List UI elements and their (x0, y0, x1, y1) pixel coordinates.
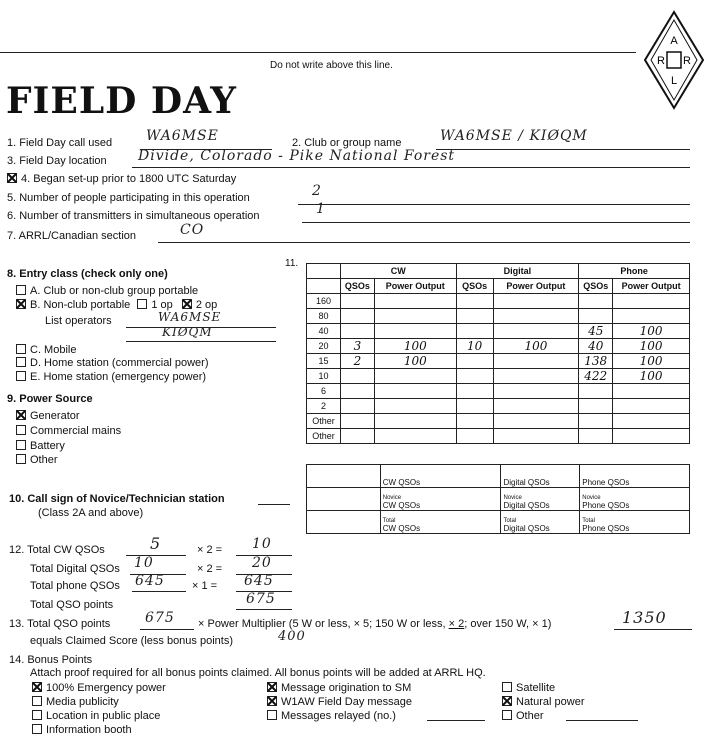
band-subheader (307, 279, 341, 294)
do-not-write-notice: Do not write above this line. (270, 60, 393, 71)
q4-checkbox[interactable] (7, 173, 17, 183)
phone-power-cell[interactable] (613, 414, 690, 429)
bonus-media-checkbox[interactable] (32, 696, 42, 706)
q3-value[interactable]: Divide, Colorado - Pike National Forest (138, 148, 456, 164)
band-row (307, 399, 690, 414)
phone-qsos-cell[interactable] (579, 429, 613, 444)
q12-digital-mult: × 2 = (197, 563, 223, 575)
q13-value[interactable]: 675 (145, 610, 175, 626)
cw-qsos-cell[interactable] (340, 384, 374, 399)
q8-option-c[interactable] (16, 344, 76, 356)
novice-tag: Novice (503, 495, 522, 501)
digital-power-cell[interactable] (493, 399, 579, 414)
q8-c-label: C. Mobile (30, 344, 77, 356)
band-row (307, 294, 690, 309)
q2-value[interactable]: WA6MSE / KIØQM (440, 128, 588, 144)
q12-phone-points[interactable]: 645 (244, 573, 274, 589)
digital-qsos-cell[interactable] (456, 294, 493, 309)
cw-group-header: CW (340, 264, 456, 279)
q8-operator-2[interactable]: KIØQM (162, 325, 213, 339)
band-row (307, 414, 690, 429)
q12-cw-points[interactable]: 10 (252, 536, 272, 552)
cw-qsos-cell[interactable] (340, 309, 374, 324)
q8-op2-underline (126, 341, 276, 342)
digital-qsos-header: QSOs (456, 279, 493, 294)
bonus-other[interactable] (502, 710, 544, 722)
band-label: 40 (307, 324, 341, 339)
q12-phone-mult: × 1 = (192, 580, 218, 592)
cw-qsos-cell[interactable]: 2 (340, 354, 374, 369)
q9-mains-label: Commercial mains (30, 425, 122, 437)
bonus-media-label: Media publicity (46, 696, 119, 708)
digital-power-cell[interactable] (493, 324, 579, 339)
bonus-natural[interactable] (502, 696, 584, 708)
summary-blank-1 (307, 465, 381, 488)
digital-group-header: Digital (456, 264, 579, 279)
q1-value[interactable]: WA6MSE (146, 128, 219, 144)
summary-novice-digital[interactable] (501, 488, 580, 511)
q12-phone-label: Total phone QSOs (30, 580, 120, 592)
phone-qsos-cell[interactable]: 45 (579, 324, 613, 339)
q12-phone-underline (132, 591, 186, 592)
page-title: FIELD DAY (6, 80, 237, 122)
q10-sub: (Class 2A and above) (38, 507, 144, 519)
cw-power-cell[interactable]: 100 (374, 339, 456, 354)
digital-power-cell[interactable] (493, 384, 579, 399)
q8-list-operators-label: List operators (45, 315, 112, 327)
q8-b-checkbox[interactable] (16, 299, 26, 309)
digital-qsos-cell[interactable] (456, 414, 493, 429)
q10-label: 10. Call sign of Novice/Technician station (9, 493, 225, 505)
summary-phone[interactable] (580, 465, 690, 488)
digital-power-cell[interactable] (493, 429, 579, 444)
q9-battery[interactable] (16, 440, 65, 452)
bonus-public-checkbox[interactable] (32, 710, 42, 720)
q13-mult-selected: × 2 (448, 618, 465, 630)
phone-qsos-cell[interactable]: 138 (579, 354, 613, 369)
bonus-w1aw-checkbox[interactable] (267, 696, 277, 706)
q13-mult-text: × Power Multiplier (5 W or less, × 5; 150 W or less, (198, 618, 446, 630)
phone-power-cell[interactable] (613, 429, 690, 444)
digital-power-header: Power Output (493, 279, 579, 294)
q12-cw-label: 12. Total CW QSOs (9, 544, 105, 556)
bonus-public-label: Location in public place (46, 710, 161, 722)
q8-1op-label: 1 op (151, 299, 173, 311)
q7-label: 7. ARRL/Canadian section (7, 230, 137, 242)
q3-label: 3. Field Day location (7, 155, 107, 167)
q6-label: 6. Number of transmitters in simultaneous operation (7, 210, 260, 222)
cw-power-cell[interactable] (374, 429, 456, 444)
band-label: 160 (307, 294, 341, 309)
band-label: 20 (307, 339, 341, 354)
total-digital-label: Digital QSOs (503, 524, 550, 533)
cw-power-cell[interactable] (374, 399, 456, 414)
phone-power-cell[interactable] (613, 309, 690, 324)
band-table (306, 263, 690, 444)
summary-cw-label: CW QSOs (382, 478, 421, 487)
digital-power-cell[interactable] (493, 354, 579, 369)
q7-value[interactable]: CO (180, 222, 205, 238)
q12-cw-value[interactable]: 5 (150, 534, 162, 553)
band-label: 80 (307, 309, 341, 324)
q9-generator[interactable] (16, 410, 80, 422)
summary-digital-label: Digital QSOs (503, 478, 550, 487)
q8-d-checkbox[interactable] (16, 357, 26, 367)
phone-qsos-cell[interactable]: 40 (579, 339, 613, 354)
digital-power-cell[interactable] (493, 309, 579, 324)
summary-digital[interactable] (501, 465, 580, 488)
phone-power-cell[interactable]: 100 (613, 339, 690, 354)
phone-qsos-cell[interactable] (579, 399, 613, 414)
cw-power-cell[interactable] (374, 414, 456, 429)
band-row (307, 384, 690, 399)
bonus-w1aw[interactable] (267, 696, 412, 708)
summary-total-digital[interactable] (501, 511, 580, 534)
digital-qsos-cell[interactable] (456, 399, 493, 414)
band-label: Other (307, 429, 341, 444)
q9-mains[interactable] (16, 425, 121, 437)
summary-phone-label: Phone QSOs (582, 478, 630, 487)
q8-operator-1[interactable]: WA6MSE (158, 310, 222, 324)
q5-underline (298, 204, 690, 205)
digital-qsos-cell[interactable] (456, 324, 493, 339)
q12-digital-points[interactable]: 20 (252, 555, 272, 571)
bonus-other-checkbox[interactable] (502, 710, 512, 720)
logo-letter-r1: R (657, 55, 665, 67)
q12-total-value[interactable]: 675 (246, 591, 276, 607)
logo-letter-l: L (670, 75, 678, 87)
phone-qsos-cell[interactable] (579, 414, 613, 429)
cw-qsos-cell[interactable] (340, 369, 374, 384)
band-row (307, 369, 690, 384)
digital-power-cell[interactable] (493, 294, 579, 309)
total-tag: Total (582, 518, 595, 524)
q13-result[interactable]: 1350 (622, 608, 667, 627)
q12-total-label: Total QSO points (30, 599, 114, 611)
bonus-other-label: Other (516, 710, 544, 722)
bonus-emergency-label: 100% Emergency power (46, 682, 166, 694)
cw-qsos-cell[interactable] (340, 429, 374, 444)
q13-label: 13. Total QSO points (9, 618, 111, 630)
band-row (307, 354, 690, 369)
bonus-media[interactable] (32, 696, 119, 708)
phone-qsos-header: QSOs (579, 279, 613, 294)
q2-label: 2. Club or group name (292, 137, 402, 149)
cw-power-cell[interactable] (374, 294, 456, 309)
q5-label: 5. Number of people participating in this operation (7, 192, 250, 204)
q8-e-checkbox[interactable] (16, 371, 26, 381)
bonus-info-label: Information booth (46, 724, 132, 736)
q12-digital-value[interactable]: 10 (134, 555, 154, 571)
logo-letter-r2: R (683, 55, 691, 67)
bonus-public[interactable] (32, 710, 160, 722)
cw-power-cell[interactable] (374, 369, 456, 384)
q5-value[interactable]: 2 (312, 183, 322, 199)
cw-qsos-cell[interactable] (340, 324, 374, 339)
q6-value[interactable]: 1 (316, 201, 326, 217)
band-col-header (307, 264, 341, 279)
q12-phone-value[interactable]: 645 (135, 573, 165, 589)
phone-qsos-cell[interactable] (579, 294, 613, 309)
bonus-other-underline (566, 720, 638, 721)
phone-power-cell[interactable]: 100 (613, 369, 690, 384)
novice-tag: Novice (582, 495, 601, 501)
bonus-satellite-label: Satellite (516, 682, 556, 694)
bonus-natural-label: Natural power (516, 696, 585, 708)
digital-qsos-cell[interactable] (456, 369, 493, 384)
digital-qsos-cell[interactable] (456, 354, 493, 369)
q8-b-label: B. Non-club portable (30, 299, 131, 311)
band-label: 10 (307, 369, 341, 384)
top-rule (0, 52, 636, 53)
phone-power-cell[interactable]: 100 (613, 324, 690, 339)
cw-qsos-header: QSOs (340, 279, 374, 294)
bonus-relayed-checkbox[interactable] (267, 710, 277, 720)
q6-underline (302, 222, 690, 223)
logo-letter-a: A (670, 35, 678, 47)
band-label: Other (307, 414, 341, 429)
q11-number: 11. (285, 258, 299, 269)
phone-power-cell[interactable] (613, 384, 690, 399)
band-row (307, 309, 690, 324)
q8-option-a[interactable] (16, 285, 198, 297)
q8-2op-checkbox[interactable] (182, 299, 192, 309)
q10-underline (258, 504, 290, 505)
phone-power-cell[interactable]: 100 (613, 354, 690, 369)
q9-generator-label: Generator (30, 410, 80, 422)
band-label: 15 (307, 354, 341, 369)
summary-blank-2 (307, 488, 381, 511)
q8-2op-label: 2 op (195, 299, 218, 311)
cw-power-cell[interactable] (374, 384, 456, 399)
novice-cw-label: CW QSOs (382, 501, 421, 510)
band-row (307, 324, 690, 339)
q8-option-d[interactable] (16, 357, 209, 369)
q9-label: 9. Power Source (7, 393, 93, 405)
bonus-info-checkbox[interactable] (32, 724, 42, 734)
phone-qsos-cell[interactable]: 422 (579, 369, 613, 384)
bonus-satellite-checkbox[interactable] (502, 682, 512, 692)
novice-digital-label: Digital QSOs (503, 501, 550, 510)
band-label: 2 (307, 399, 341, 414)
q8-e-label: E. Home station (emergency power) (30, 371, 207, 383)
q8-label: 8. Entry class (check only one) (7, 268, 168, 280)
digital-power-cell[interactable] (493, 414, 579, 429)
q13-mult-tail: ; over 150 W, × 1) (464, 618, 552, 630)
cw-power-cell[interactable] (374, 324, 456, 339)
bonus-w1aw-label: W1AW Field Day message (281, 696, 413, 708)
novice-tag: Novice (382, 495, 402, 501)
q1-label: 1. Field Day call used (7, 137, 113, 149)
q13-result-underline (614, 629, 692, 630)
summary-total-phone[interactable] (580, 511, 690, 534)
q13-claimed-value[interactable]: 400 (278, 629, 306, 644)
phone-power-header: Power Output (613, 279, 690, 294)
summary-novice-phone[interactable] (580, 488, 690, 511)
cw-power-header: Power Output (374, 279, 456, 294)
total-phone-label: Phone QSOs (582, 524, 630, 533)
cw-qsos-cell[interactable] (340, 399, 374, 414)
total-tag: Total (503, 518, 517, 524)
q9-battery-checkbox[interactable] (16, 440, 26, 450)
q9-generator-checkbox[interactable] (16, 410, 26, 420)
arrl-logo (643, 10, 705, 110)
bonus-emergency[interactable] (32, 682, 166, 694)
bonus-sm-checkbox[interactable] (267, 682, 277, 692)
q9-other-checkbox[interactable] (16, 454, 26, 464)
q12-total-underline (236, 609, 292, 610)
q8-option-e[interactable] (16, 371, 206, 383)
q13-multiplier-text (198, 618, 551, 630)
q12-digital-label: Total Digital QSOs (30, 563, 120, 575)
cw-power-cell[interactable]: 100 (374, 354, 456, 369)
q14-note: Attach proof required for all bonus points claimed. All bonus points will be added at ARRL HQ. (30, 667, 486, 679)
phone-qsos-cell[interactable] (579, 309, 613, 324)
bonus-natural-checkbox[interactable] (502, 696, 512, 706)
band-label: 6 (307, 384, 341, 399)
digital-qsos-cell[interactable]: 10 (456, 339, 493, 354)
q13-underline (140, 629, 194, 630)
q9-other[interactable] (16, 454, 58, 466)
bonus-sm-label: Message origination to SM (281, 682, 412, 694)
q9-battery-label: Battery (30, 440, 65, 452)
total-cw-label: CW QSOs (382, 524, 421, 533)
q8-1op-checkbox[interactable] (137, 299, 147, 309)
q14-label: 14. Bonus Points (9, 654, 93, 666)
bonus-sm[interactable] (267, 682, 411, 694)
phone-power-cell[interactable] (613, 294, 690, 309)
phone-group-header: Phone (579, 264, 690, 279)
q8-d-label: D. Home station (commercial power) (30, 357, 209, 369)
bonus-relayed-underline (427, 720, 485, 721)
q4-label: 4. Began set-up prior to 1800 UTC Saturday (21, 173, 237, 185)
q8-c-checkbox[interactable] (16, 344, 26, 354)
summary-table (306, 464, 690, 534)
total-tag: Total (382, 518, 396, 524)
cw-qsos-cell[interactable] (340, 294, 374, 309)
digital-qsos-cell[interactable] (456, 309, 493, 324)
phone-power-cell[interactable] (613, 399, 690, 414)
digital-qsos-cell[interactable] (456, 429, 493, 444)
digital-qsos-cell[interactable] (456, 384, 493, 399)
bonus-info[interactable] (32, 724, 132, 736)
q9-other-label: Other (30, 454, 58, 466)
q2-underline (436, 149, 690, 150)
summary-total-cw[interactable] (380, 511, 501, 534)
novice-phone-label: Phone QSOs (582, 501, 630, 510)
digital-power-cell[interactable] (493, 369, 579, 384)
digital-power-cell[interactable]: 100 (493, 339, 579, 354)
q9-mains-checkbox[interactable] (16, 425, 26, 435)
cw-power-cell[interactable] (374, 309, 456, 324)
summary-blank-3 (307, 511, 381, 534)
phone-qsos-cell[interactable] (579, 384, 613, 399)
summary-cw[interactable] (380, 465, 501, 488)
q8-a-label: A. Club or non-club group portable (30, 285, 199, 297)
summary-novice-cw[interactable] (380, 488, 501, 511)
cw-qsos-cell[interactable]: 3 (340, 339, 374, 354)
bonus-emergency-checkbox[interactable] (32, 682, 42, 692)
band-row (307, 429, 690, 444)
q13-claimed-label: equals Claimed Score (less bonus points) (30, 635, 233, 647)
bonus-relayed-label: Messages relayed (no.) (281, 710, 396, 722)
band-row (307, 339, 690, 354)
q12-cw-mult: × 2 = (197, 544, 223, 556)
bonus-relayed[interactable] (267, 710, 396, 722)
q7-underline (158, 242, 690, 243)
bonus-satellite[interactable] (502, 682, 555, 694)
q3-underline (132, 167, 690, 168)
q8-a-checkbox[interactable] (16, 285, 26, 295)
cw-qsos-cell[interactable] (340, 414, 374, 429)
q4-row[interactable] (7, 173, 236, 185)
